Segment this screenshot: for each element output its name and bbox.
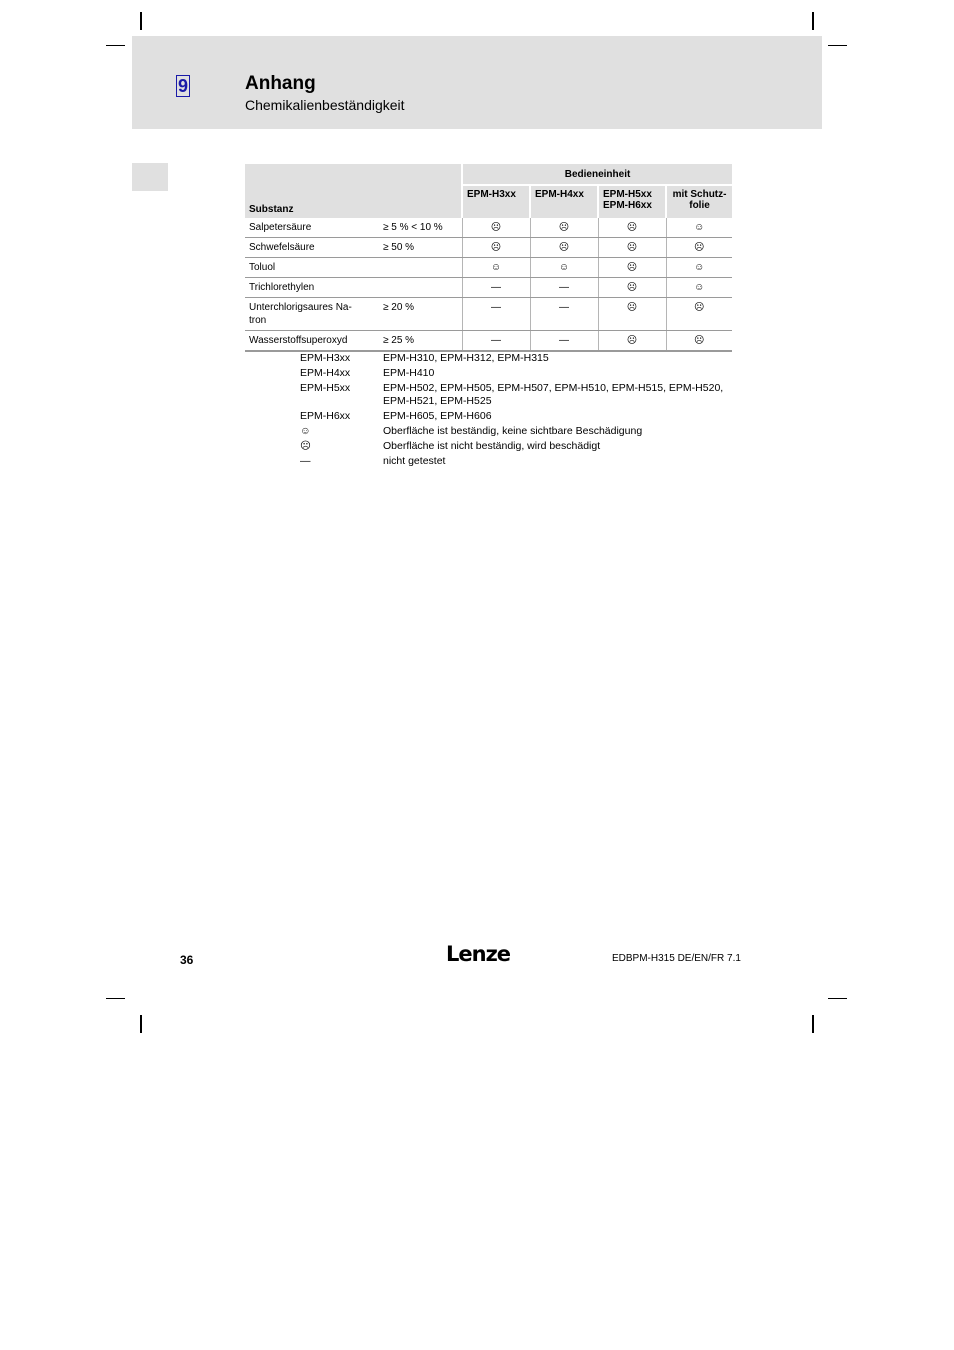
legend-key: EPM-H4xx: [300, 367, 351, 379]
resistance-cell: —: [530, 298, 598, 331]
page-subtitle: Chemikalienbeständigkeit: [245, 97, 405, 113]
crop-mark: [106, 998, 125, 999]
crop-mark: [828, 998, 847, 999]
substance-cell: Wasserstoffsuperoxyd: [245, 331, 379, 352]
legend-value: EPM-H410: [383, 367, 435, 379]
resistance-cell: —: [530, 278, 598, 298]
legend-entry: [300, 352, 733, 365]
legend-key: —: [300, 455, 311, 467]
resistance-cell: ☹: [598, 258, 666, 278]
resistance-cell: ☺: [462, 258, 530, 278]
legend-value: EPM-H310, EPM-H312, EPM-H315: [383, 352, 549, 364]
resistance-cell: ☹: [530, 218, 598, 238]
crop-mark: [106, 45, 125, 46]
resistance-cell: ☹: [666, 331, 732, 352]
legend-key: ☹: [300, 440, 311, 452]
substance-cell: Unterchlorigsaures Na- tron: [245, 298, 379, 331]
resistance-cell: —: [530, 331, 598, 352]
resistance-cell: ☹: [462, 238, 530, 258]
document-id: EDBPM-H315 DE/EN/FR 7.1: [612, 953, 741, 964]
legend-entry: [300, 425, 733, 438]
resistance-cell: ☺: [666, 278, 732, 298]
legend-key: EPM-H6xx: [300, 410, 351, 422]
legend: [300, 352, 733, 470]
substance-cell: Salpetersäure: [245, 218, 379, 238]
resistance-cell: —: [462, 331, 530, 352]
resistance-cell: ☹: [598, 218, 666, 238]
chapter-header-band: [132, 36, 822, 129]
concentration-cell: ≥ 20 %: [379, 298, 462, 331]
concentration-cell: ≥ 5 % < 10 %: [379, 218, 462, 238]
resistance-cell: ☹: [598, 298, 666, 331]
legend-value: Oberfläche ist nicht beständig, wird beschädigt: [383, 440, 601, 452]
resistance-cell: ☹: [598, 238, 666, 258]
crop-mark: [140, 12, 142, 30]
column-header: EPM-H3xx: [462, 185, 530, 218]
legend-entry: [300, 440, 733, 453]
substance-header: Substanz: [245, 164, 462, 218]
concentration-cell: ≥ 50 %: [379, 238, 462, 258]
resistance-cell: ☺: [666, 258, 732, 278]
table-row: [245, 238, 732, 258]
legend-entry: [300, 382, 733, 408]
chapter-number: 9: [177, 76, 188, 96]
resistance-cell: —: [462, 298, 530, 331]
legend-entry: [300, 367, 733, 380]
crop-mark: [140, 1015, 142, 1033]
table-row: [245, 218, 732, 238]
table-row: [245, 278, 732, 298]
substance-cell: Toluol: [245, 258, 379, 278]
side-tab-marker: [132, 163, 168, 191]
page-title: Anhang: [245, 73, 316, 94]
legend-value: EPM-H502, EPM-H505, EPM-H507, EPM-H510, EPM-H515, EPM-H520, EPM-H521, EPM-H525: [383, 382, 724, 407]
substance-cell: Schwefelsäure: [245, 238, 379, 258]
operating-unit-header: Bedieneinheit: [462, 164, 732, 185]
legend-value: Oberfläche ist beständig, keine sichtbare Beschädigung: [383, 425, 643, 437]
legend-key: ☺: [300, 425, 311, 437]
crop-mark: [812, 1015, 814, 1033]
resistance-cell: ☹: [666, 298, 732, 331]
page-number: 36: [180, 953, 194, 967]
legend-value: nicht getestet: [383, 455, 446, 467]
resistance-cell: ☺: [530, 258, 598, 278]
resistance-cell: —: [462, 278, 530, 298]
table-row: [245, 331, 732, 352]
column-header: mit Schutz- folie: [666, 185, 732, 218]
legend-key: EPM-H5xx: [300, 382, 351, 394]
crop-mark: [812, 12, 814, 30]
resistance-cell: ☹: [530, 238, 598, 258]
lenze-logo: Lenze: [446, 942, 511, 966]
table-row: [245, 298, 732, 331]
column-header: EPM-H5xx EPM-H6xx: [598, 185, 666, 218]
table-row: [245, 258, 732, 278]
column-header: EPM-H4xx: [530, 185, 598, 218]
concentration-cell: ≥ 25 %: [379, 331, 462, 352]
resistance-cell: ☹: [598, 331, 666, 352]
legend-entry: [300, 455, 733, 468]
legend-key: EPM-H3xx: [300, 352, 351, 364]
resistance-cell: ☹: [598, 278, 666, 298]
crop-mark: [828, 45, 847, 46]
resistance-cell: ☹: [462, 218, 530, 238]
concentration-cell: [379, 278, 462, 298]
resistance-cell: ☹: [666, 238, 732, 258]
substance-cell: Trichlorethylen: [245, 278, 379, 298]
concentration-cell: [379, 258, 462, 278]
legend-entry: [300, 410, 733, 423]
chemical-resistance-table: [245, 164, 732, 352]
resistance-cell: ☺: [666, 218, 732, 238]
legend-value: EPM-H605, EPM-H606: [383, 410, 492, 422]
